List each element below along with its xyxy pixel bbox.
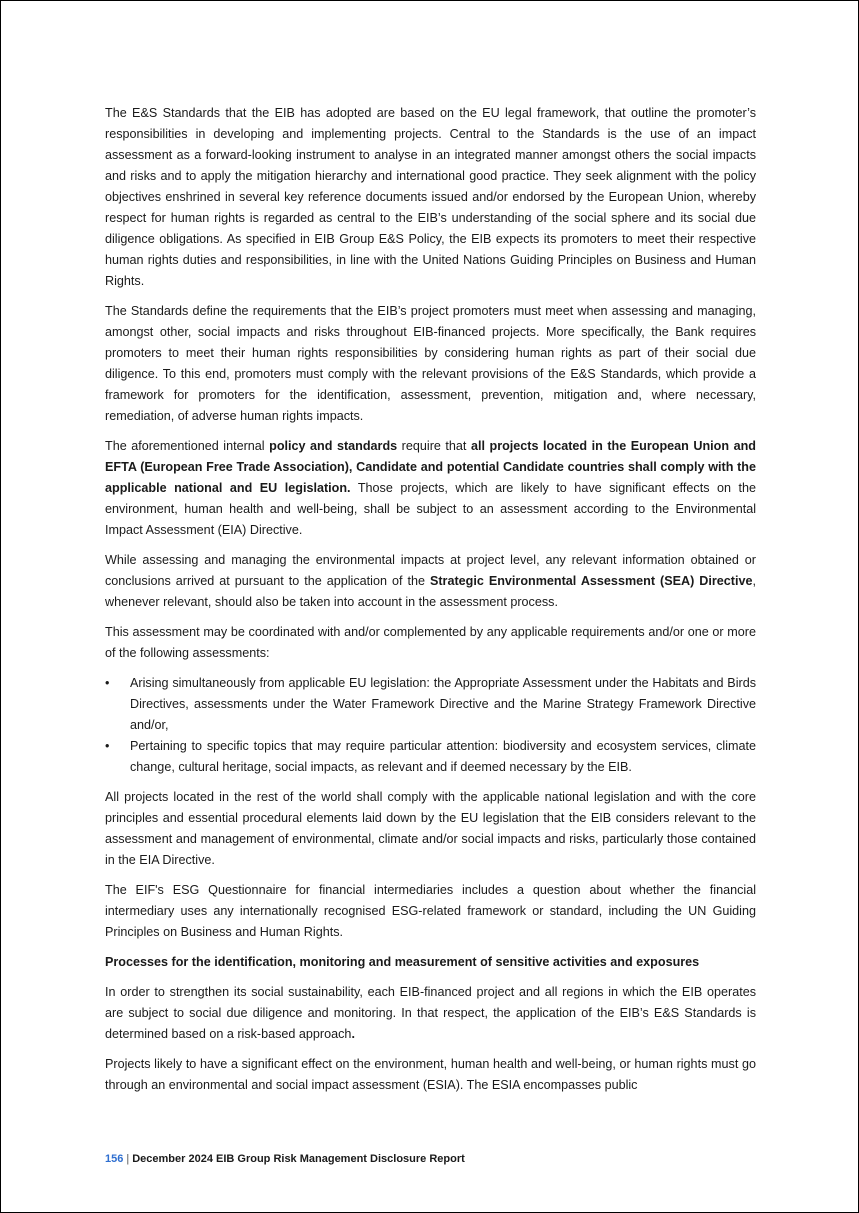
assessment-list: [105, 673, 756, 778]
paragraph-eu-legal-framework: The E&S Standards that the EIB has adopted are based on the EU legal framework, that outline the promoter’s responsibilities in developing and implementing projects. Central to the Standards is the use of an impact assessment as a forward-looking instrument to analyse in an integrated manner amongst others the social impacts and risks and to apply the mitigation hierarchy and international good practice. They seek alignment with the policy objectives enshrined in several key reference documents issued and/or endorsed by the European Union, whereby respect for human rights is regarded as central to the EIB’s understanding of the social sphere and its social due diligence obligations. As specified in EIB Group E&S Policy, the EIB expects its promoters to meet their respective human rights duties and responsibilities, in line with the United Nations Guiding Principles on Business and Human Rights.: [105, 106, 756, 288]
list-item-text: Arising simultaneously from applicable EU legislation: the Appropriate Assessment under the Habitats and Birds Directives, assessments under the Water Framework Directive and the Marine Strategy Framework Directive and/or,: [130, 676, 756, 732]
page-body: [105, 103, 756, 1105]
footer-title: December 2024 EIB Group Risk Management Disclosure Report: [132, 1153, 465, 1165]
text-span: Those projects, which are likely to have significant effects on the environment, human health and well-being, shall be subject to an assessment according to the Environmental Impact Assessment (EIA) Directive.: [105, 481, 757, 537]
text-span: In order to strengthen its social sustainability, each EIB-financed project and all regions in which the EIB operates are subject to social due diligence and monitoring. In that respect, the application of the EIB’s E&S Standards is determined based on a risk-based approach: [105, 985, 756, 1041]
bold-text: policy and standards: [269, 439, 398, 453]
bullet-icon: •: [105, 739, 110, 753]
bold-text: .: [351, 1027, 355, 1041]
list-item-text: Pertaining to specific topics that may require particular attention: biodiversity and ecosystem services, climate change, cultural heritage, social impacts, as relevant and if deemed necessary by the EIB.: [130, 739, 756, 774]
section-heading: Processes for the identification, monitoring and measurement of sensitive activities and exposures: [105, 955, 700, 969]
text-span: require that: [397, 439, 471, 453]
page-number: 156: [105, 1153, 124, 1165]
bold-text: Strategic Environmental Assessment (SEA) Directive: [429, 574, 753, 588]
text-span: , whenever relevant, should also be taken into account in the assessment process.: [105, 574, 756, 609]
text-span: While assessing and managing the environmental impacts at project level, any relevant information obtained or conclusions arrived at pursuant to the application of the: [105, 553, 756, 588]
paragraph-sea-directive: [105, 550, 756, 613]
bold-text: all projects located in the European Union and EFTA (European Free Trade Association), Candidate and potential Candidate countries shall comply with the applicable national and EU legislation.: [105, 439, 756, 495]
list-item: [105, 673, 756, 736]
paragraph-assessment-coordination: This assessment may be coordinated with and/or complemented by any applicable requirements and/or one or more of the following assessments:: [105, 625, 756, 660]
footer-separator: |: [126, 1153, 130, 1165]
paragraph-rest-of-world: All projects located in the rest of the world shall comply with the applicable national legislation and with the core principles and essential procedural elements laid down by the EU legislation that the EIB considers relevant to the assessment and management of environmental, climate and/or social impacts and risks, particularly those contained in the EIA Directive.: [105, 790, 756, 867]
list-item: [105, 736, 756, 778]
paragraph-standards-requirements: The Standards define the requirements that the EIB’s project promoters must meet when assessing and managing, amongst other, social impacts and risks throughout EIB-financed projects. More specifically, the Bank requires promoters to meet their human rights responsibilities by considering human rights as part of their social due diligence. To this end, promoters must comply with the relevant provisions of the E&S Standards, which provide a framework for promoters for the identification, assessment, prevention, mitigation and, where necessary, remediation, of adverse human rights impacts.: [105, 304, 756, 423]
page-footer: [105, 1153, 465, 1165]
paragraph-policy-standards: [105, 436, 756, 541]
paragraph-social-sustainability: [105, 982, 756, 1045]
paragraph-esia: Projects likely to have a significant effect on the environment, human health and well-being, or human rights must go through an environmental and social impact assessment (ESIA). The ESIA encompasses public: [105, 1057, 756, 1092]
paragraph-eif-questionnaire: The EIF's ESG Questionnaire for financial intermediaries includes a question about whether the financial intermediary uses any internationally recognised ESG-related framework or standard, including the UN Guiding Principles on Business and Human Rights.: [105, 883, 756, 939]
bullet-icon: •: [105, 676, 110, 690]
text-span: The aforementioned internal: [105, 439, 270, 453]
